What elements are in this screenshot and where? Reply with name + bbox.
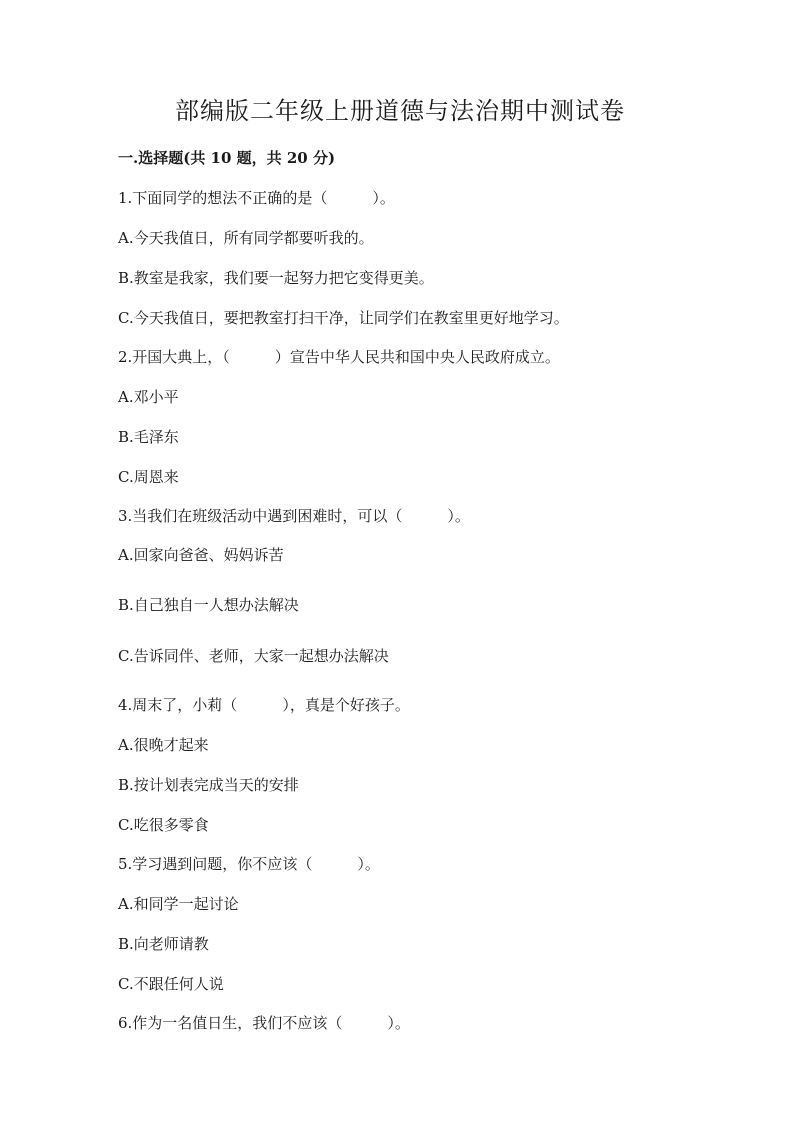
question-option: C.周恩来 [118, 468, 179, 486]
question-option: A.回家向爸爸、妈妈诉苦 [118, 546, 284, 564]
question-option: B.教室是我家，我们要一起努力把它变得更美。 [118, 269, 434, 287]
question-option: C.吃很多零食 [118, 816, 209, 834]
question-option: B.按计划表完成当天的安排 [118, 776, 299, 794]
question-option: A.和同学一起讨论 [118, 895, 239, 913]
page-title: 部编版二年级上册道德与法治期中测试卷 [175, 97, 625, 125]
question-option: C.今天我值日，要把教室打扫干净，让同学们在教室里更好地学习。 [118, 309, 569, 327]
question-stem: 1.下面同学的想法不正确的是（ ）。 [118, 189, 395, 207]
question-option: C.不跟任何人说 [118, 975, 224, 993]
question-stem: 5.学习遇到问题，你不应该（ ）。 [118, 855, 380, 873]
section-heading: 一.选择题(共 10 题，共 20 分) [118, 149, 336, 167]
question-stem: 4.周末了，小莉（ ），真是个好孩子。 [118, 696, 410, 714]
question-stem: 3.当我们在班级活动中遇到困难时，可以（ ）。 [118, 507, 470, 525]
question-option: A.邓小平 [118, 388, 179, 406]
question-stem: 6.作为一名值日生，我们不应该（ ）。 [118, 1014, 410, 1032]
question-option: B.向老师请教 [118, 935, 209, 953]
question-option: B.毛泽东 [118, 428, 179, 446]
question-stem: 2.开国大典上，（ ）宣告中华人民共和国中央人民政府成立。 [118, 348, 560, 366]
question-option: A.今天我值日，所有同学都要听我的。 [118, 229, 374, 247]
question-option: C.告诉同伴、老师，大家一起想办法解决 [118, 647, 389, 665]
question-option: A.很晚才起来 [118, 736, 209, 754]
question-option: B.自己独自一人想办法解决 [118, 596, 299, 614]
